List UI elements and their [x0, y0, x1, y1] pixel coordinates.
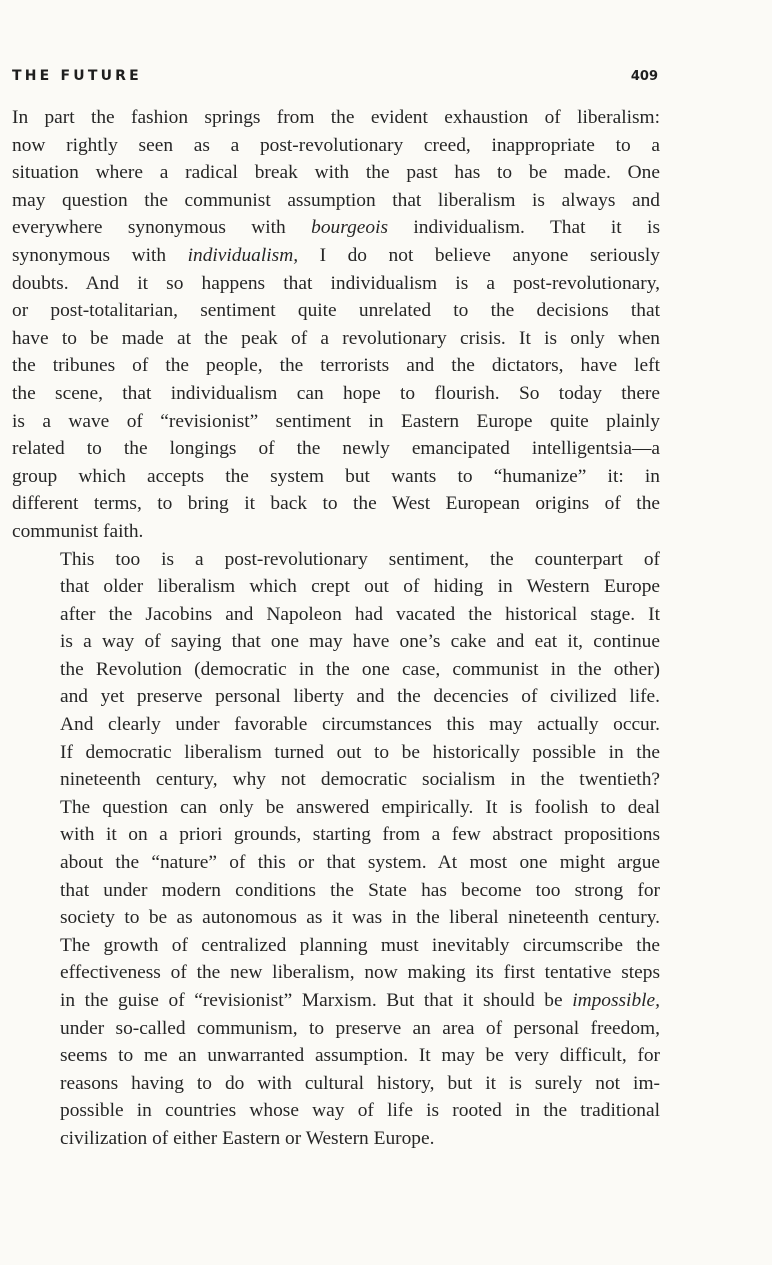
body-text — [12, 104, 660, 1153]
text-line: This too is a post-revolutionary sentiment, the counterpart of — [60, 548, 660, 570]
text-line: in the guise of “revisionist” Marxism. But that it should be impossible, — [60, 990, 660, 1011]
text-line: situation where a radical break with the past has to be made. One — [12, 162, 660, 184]
text-line: synonymous with individualism, I do not believe anyone seriously — [12, 244, 660, 266]
text-line: after the Jacobins and Napoleon had vacated the historical stage. It — [60, 603, 660, 625]
running-head — [12, 68, 660, 104]
paragraph — [12, 104, 660, 546]
running-title: THE FUTURE — [12, 68, 142, 84]
text-line: doubts. And it so happens that individualism is a post-revolutionary, — [12, 272, 660, 294]
text-line: nineteenth century, why not democratic socialism in the twentieth? — [60, 769, 660, 791]
text-line: The question can only be answered empirically. It is foolish to deal — [60, 796, 660, 818]
page-number: 409 — [630, 69, 658, 84]
text-line: And clearly under favorable circumstances this may actually occur. — [60, 714, 660, 736]
text-line: the tribunes of the people, the terrorists and the dictators, have left — [12, 355, 660, 377]
text-line: under so-called communism, to preserve an area of personal freedom, — [60, 1017, 660, 1039]
text-line: different terms, to bring it back to the West European origins of the — [12, 493, 660, 515]
text-line: effectiveness of the new liberalism, now making its first tentative steps — [60, 962, 660, 984]
text-line: about the “nature” of this or that system. At most one might argue — [60, 852, 660, 874]
text-line: everywhere synonymous with bourgeois individualism. That it is — [12, 217, 660, 239]
text-line: related to the longings of the newly emancipated intelligentsia—a — [12, 438, 660, 460]
paragraph — [12, 546, 660, 1153]
text-line: and yet preserve personal liberty and the decencies of civilized life. — [60, 686, 660, 708]
text-line: may question the communist assumption that liberalism is always and — [12, 189, 660, 211]
text-line: the Revolution (democratic in the one case, communist in the other) — [60, 658, 660, 680]
text-line: that older liberalism which crept out of hiding in Western Europe — [60, 576, 660, 598]
text-line: is a way of saying that one may have one’s cake and eat it, continue — [60, 631, 660, 653]
text-line: now rightly seen as a post-revolutionary creed, inappropriate to a — [12, 134, 660, 156]
text-line: The growth of centralized planning must inevitably circumscribe the — [60, 934, 660, 956]
text-line: have to be made at the peak of a revolutionary crisis. It is only when — [12, 327, 660, 349]
text-line: the scene, that individualism can hope to flourish. So today there — [12, 382, 660, 404]
text-line: civilization of either Eastern or Western Europe. — [60, 1127, 435, 1149]
book-page — [12, 68, 660, 1153]
italic-emphasis: impossible, — [572, 990, 660, 1011]
text-line: society to be as autonomous as it was in the liberal nineteenth century. — [60, 907, 660, 929]
italic-emphasis: individualism, — [187, 244, 299, 266]
text-line: communist faith. — [12, 520, 144, 542]
text-line: group which accepts the system but wants to “humanize” it: in — [12, 465, 660, 487]
text-line: reasons having to do with cultural history, but it is surely not im- — [60, 1072, 660, 1094]
text-line: In part the fashion springs from the evident exhaustion of liberalism: — [12, 107, 660, 128]
text-line: possible in countries whose way of life is rooted in the traditional — [60, 1100, 660, 1122]
text-line: that under modern conditions the State has become too strong for — [60, 879, 660, 901]
text-line: If democratic liberalism turned out to be historically possible in the — [60, 741, 660, 763]
text-line: seems to me an unwarranted assumption. It may be very difficult, for — [60, 1045, 660, 1067]
text-line: is a wave of “revisionist” sentiment in Eastern Europe quite plainly — [12, 410, 660, 432]
italic-emphasis: bourgeois — [311, 217, 388, 239]
text-line: with it on a priori grounds, starting from a few abstract propositions — [60, 824, 660, 846]
text-line: or post-totalitarian, sentiment quite unrelated to the decisions that — [12, 300, 660, 322]
